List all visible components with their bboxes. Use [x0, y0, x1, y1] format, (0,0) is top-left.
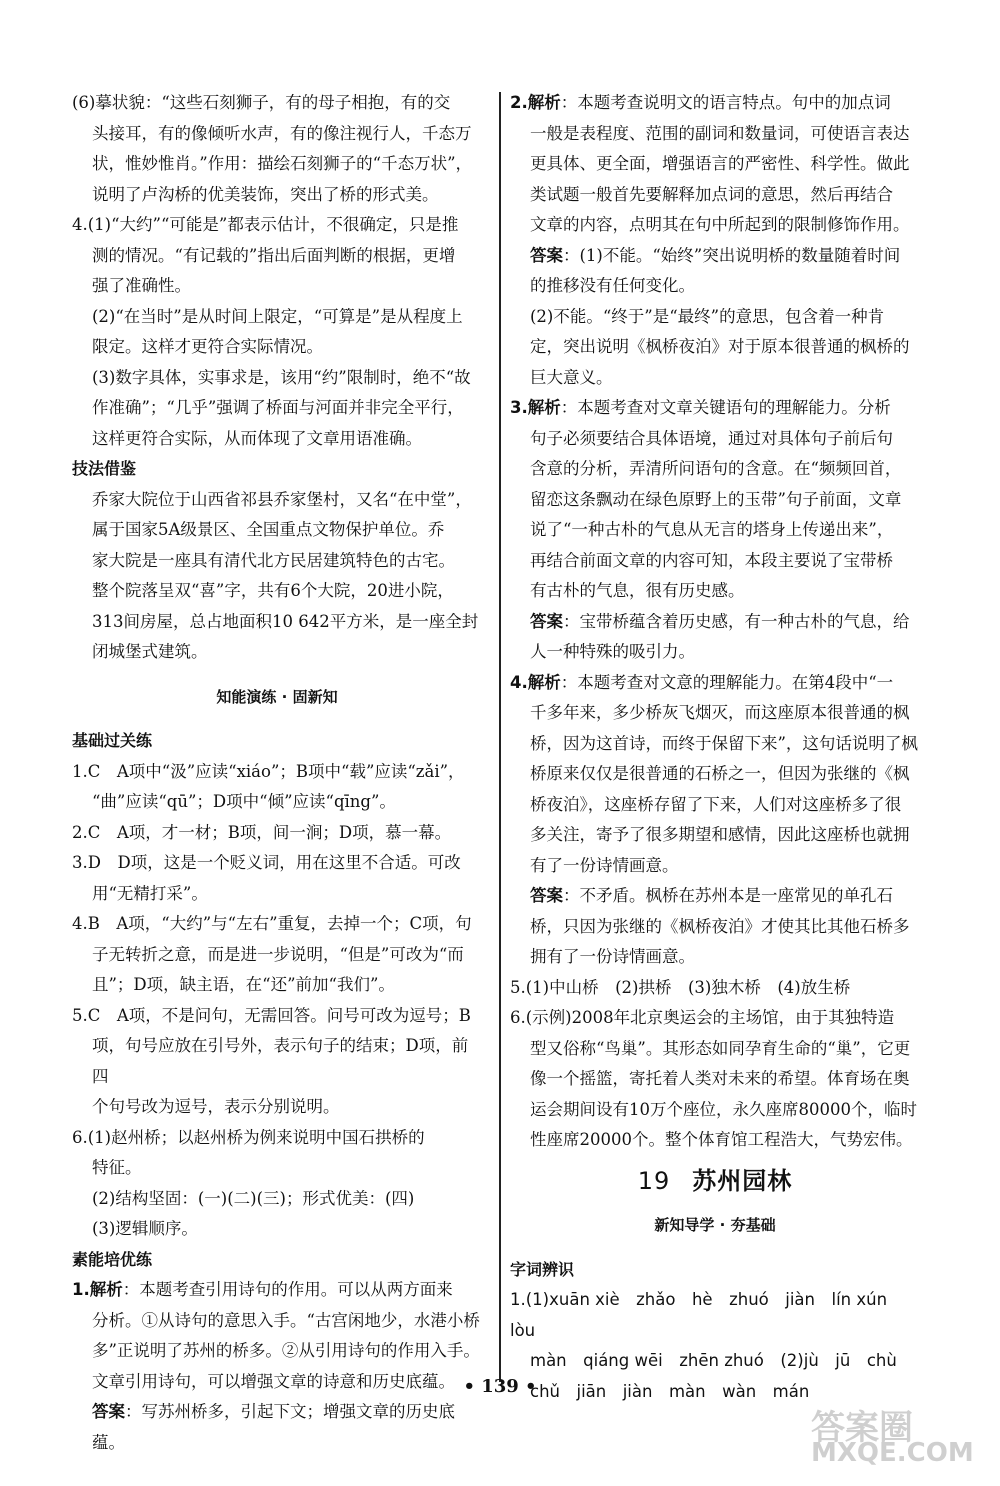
text-line: 测的情况。“有记载的”指出后面判断的根据，更增 — [92, 245, 456, 265]
lesson-heading — [510, 1166, 920, 1197]
text-line: 再结合前面文章的内容可知，本段主要说了宝带桥 — [530, 550, 893, 570]
text-line: 1.(1)xuān xiè zhǎo hè zhuó jiàn lín xún lòu — [510, 1290, 904, 1340]
text-line: 4.B A项，“大约”与“左右”重复，去掉一个；C项，句 — [72, 914, 472, 933]
text-line: 桥夜泊》，这座桥存留了下来，人们对这座桥多了很 — [530, 794, 902, 814]
text-line: 多”正说明了苏州的桥多。②从引用诗句的作用入手。 — [92, 1341, 480, 1360]
text-line: 多关注，寄予了很多期望和感情，因此这座桥也就拥 — [530, 825, 910, 844]
text-line: 这样更符合实际，从而体现了文章用语准确。 — [92, 428, 422, 448]
watermark-url: MXQE.COM — [811, 1438, 974, 1468]
text-line: 强了准确性。 — [92, 276, 191, 295]
q6-block — [510, 1003, 920, 1156]
jifa-paragraph — [72, 485, 482, 668]
text-line: 说了“一种古朴的气息从无言的塔身上传递出来”， — [530, 520, 894, 539]
text-line: “曲”应读“qū”；D项中“倾”应读“qīng”。 — [92, 792, 396, 811]
text-line: (2)结构坚固：(一)(二)(三)；形式优美：(四) — [92, 1188, 415, 1208]
section-title-zhineng: 知能演练 · 固新知 — [216, 687, 338, 706]
text-line: (3)逻辑顺序。 — [92, 1219, 198, 1238]
text-line: 性座席20000个。整个体育馆工程浩大，气势宏伟。 — [530, 1130, 913, 1149]
text-line: 属于国家5A级景区、全国重点文物保护单位。乔 — [92, 520, 445, 539]
answer-label: 答案 — [530, 611, 563, 631]
watermark-text: 答案圈 — [811, 1408, 913, 1448]
q4-2-block — [72, 302, 482, 363]
text-line: 用“无精打采”。 — [92, 883, 208, 903]
text-line: ：本题考查对文意的理解能力。在第4段中“一 — [560, 672, 894, 692]
answer-label: 答案 — [530, 886, 563, 905]
text-line: (3)数字具体，实事求是，该用“约”限制时，绝不“故 — [92, 367, 471, 387]
left-column — [72, 88, 482, 1458]
text-line: 留恋这条飘动在绿色原野上的玉带”句子前面，文章 — [530, 489, 902, 509]
text-line: 桥，因为这首诗，而终于保留下来”，这句话说明了枫 — [530, 733, 918, 753]
text-line: 6.(示例)2008年北京奥运会的主场馆，由于其独特造 — [510, 1008, 895, 1027]
text-line: 千多年来，多少桥灰飞烟灭，而这座原本很普通的枫 — [530, 703, 910, 722]
text-line: 像一个摇篮，寄托着人类对未来的希望。体育场在奥 — [530, 1069, 910, 1088]
q2-block — [510, 88, 920, 393]
text-line: 且”；D项，缺主语，在“还”前加“我们”。 — [92, 975, 395, 994]
suneng-q1 — [72, 1275, 482, 1458]
text-line: 5.C A项，不是问句，无需回答。问号可改为逗号；B — [72, 1005, 471, 1025]
text-line: 乔家大院位于山西省祁县乔家堡村，又名“在中堂”， — [92, 489, 472, 509]
text-line: (2)“在当时”是从时间上限定，“可算是”是从程度上 — [92, 306, 463, 326]
text-line: 项，句号应放在引号外，表示句子的结束；D项，前四 — [92, 1036, 469, 1086]
text-line: 家大院是一座具有清代北方民居建筑特色的古宅。 — [92, 550, 455, 570]
text-line: 整个院落呈双“喜”字，共有6个大院，20进小院， — [92, 581, 454, 600]
text-line: ：本题考查引用诗句的作用。可以从两方面来 — [122, 1280, 453, 1299]
lesson-number: 19 — [637, 1166, 671, 1195]
text-line: 说明了卢沟桥的优美装饰，突出了桥的形式美。 — [92, 184, 439, 204]
right-column — [510, 88, 920, 1407]
text-line: 文章的内容，点明其在句中所起到的限制修饰作用。 — [530, 215, 910, 234]
text-line: 1.C A项中“汲”应读“xiáo”；B项中“载”应读“zǎi”， — [72, 761, 465, 781]
q5-line: 5.(1)中山桥 (2)拱桥 (3)独木桥 (4)放生桥 — [510, 977, 851, 997]
q3-6-block — [72, 88, 482, 210]
text-line: 含意的分析，弄清所问语句的含意。在“频频回首， — [530, 459, 902, 478]
text-line: 类试题一般首先要解释加点词的意思，然后再结合 — [530, 184, 893, 204]
text-line: 分析。①从诗句的意思入手。“古宫闲地少，水港小桥 — [92, 1310, 480, 1330]
text-line: ：不矛盾。枫桥在苏州本是一座常见的单孔石 — [563, 886, 893, 905]
text-line: 句子必须要结合具体语境，通过对具体句子前后句 — [530, 428, 893, 448]
text-line: màn qiáng wēi zhēn zhuó (2)jù jū chù — [530, 1351, 897, 1370]
text-line: 更具体、更全面，增强语言的严密性、科学性。做此 — [530, 154, 910, 173]
section-heading-jichu: 基础过关练 — [72, 731, 153, 750]
text-line: 文章引用诗句，可以增强文章的诗意和历史底蕴。 — [92, 1371, 455, 1391]
column-divider — [499, 92, 501, 1382]
text-line: 一般是表程度、范围的副词和数量词，可使语言表达 — [530, 123, 910, 143]
text-line: 型又俗称“鸟巢”。其形态如同孕育生命的“巢”，它更 — [530, 1038, 911, 1058]
text-line: 状，惟妙惟肖。”作用：描绘石刻狮子的“千态万状”， — [92, 154, 473, 173]
text-line: 3.D D项，这是一个贬义词，用在这里不合适。可改 — [72, 853, 461, 872]
text-line: 特征。 — [92, 1158, 142, 1177]
q4-3-block — [72, 363, 482, 455]
text-line: ：(1)不能。“始终”突出说明桥的数量随着时间 — [563, 245, 901, 265]
q4-block — [510, 668, 920, 973]
jichu-list — [72, 757, 482, 1245]
text-line: 的推移没有任何变化。 — [530, 276, 695, 295]
text-line: 2.C A项，才一材；B项，间一涧；D项，慕一幕。 — [72, 822, 452, 842]
q3-block — [510, 393, 920, 668]
text-line: 313间房屋，总占地面积10 642平方米，是一座全封 — [92, 611, 479, 631]
text-line: 定，突出说明《枫桥夜泊》对于原本很普通的枫桥的 — [530, 337, 910, 356]
text-line: 6.(1)赵州桥；以赵州桥为例来说明中国石拱桥的 — [72, 1127, 425, 1147]
text-line: 头接耳，有的像倾听水声，有的像注视行人，千态万 — [92, 123, 472, 143]
text-line: 拥有了一份诗情画意。 — [530, 947, 695, 966]
section-heading-zici: 字词辨识 — [510, 1259, 575, 1279]
text-line: 作准确”；“几乎”强调了桥面与河面并非完全平行， — [92, 398, 464, 417]
text-line: 闭城堡式建筑。 — [92, 642, 208, 661]
answer-label: 答案 — [92, 1402, 125, 1421]
page-number: • 139 • — [463, 1376, 537, 1397]
analysis-label: 1.解析 — [72, 1280, 123, 1299]
text-line: 4.(1)“大约”“可能是”都表示估计，不很确定，只是推 — [72, 215, 459, 234]
lesson-title: 苏州园林 — [692, 1165, 793, 1195]
text-line: ：本题考查说明文的语言特点。句中的加点词 — [560, 93, 891, 112]
section-heading-jifa: 技法借鉴 — [72, 459, 137, 478]
text-line: (6)摹状貌：“这些石刻狮子，有的母子相抱，有的交 — [72, 93, 451, 112]
text-line: 人一种特殊的吸引力。 — [530, 642, 695, 661]
text-line: (2)不能。“终于”是“最终”的意思，包含着一种肯 — [530, 306, 885, 326]
analysis-label: 2.解析 — [510, 93, 561, 112]
q4-1-block — [72, 210, 482, 302]
analysis-label: 3.解析 — [510, 398, 561, 417]
text-line: ：本题考查对文章关键语句的理解能力。分析 — [560, 398, 891, 417]
text-line: 运会期间设有10万个座位，永久座席80000个，临时 — [530, 1099, 917, 1119]
text-line: 有古朴的气息，很有历史感。 — [530, 581, 745, 600]
text-line: 桥，只因为张继的《枫桥夜泊》才使其比其他石桥多 — [530, 916, 910, 936]
analysis-label: 4.解析 — [510, 672, 561, 692]
text-line: 巨大意义。 — [530, 367, 613, 387]
text-line: ：写苏州桥多，引起下文；增强文章的历史底蕴。 — [92, 1402, 455, 1452]
text-line: 个句号改为逗号，表示分别说明。 — [92, 1097, 340, 1116]
section-heading-suneng: 素能培优练 — [72, 1249, 153, 1269]
text-line: 限定。这样才更符合实际情况。 — [92, 337, 323, 356]
text-line: ：宝带桥蕴含着历史感，有一种古朴的气息，给 — [563, 611, 910, 631]
text-line: 桥原来仅仅是很普通的石桥之一，但因为张继的《枫 — [530, 764, 910, 783]
text-line: 子无转折之意，而是进一步说明，“但是”可改为“而 — [92, 944, 464, 964]
answer-label: 答案 — [530, 245, 563, 265]
text-line: chǔ jiān jiàn màn wàn mán — [530, 1381, 810, 1401]
watermark-logo — [811, 1400, 976, 1480]
text-line: 有了一份诗情画意。 — [530, 855, 679, 875]
section-title-xinzhi: 新知导学 · 夯基础 — [654, 1216, 776, 1234]
